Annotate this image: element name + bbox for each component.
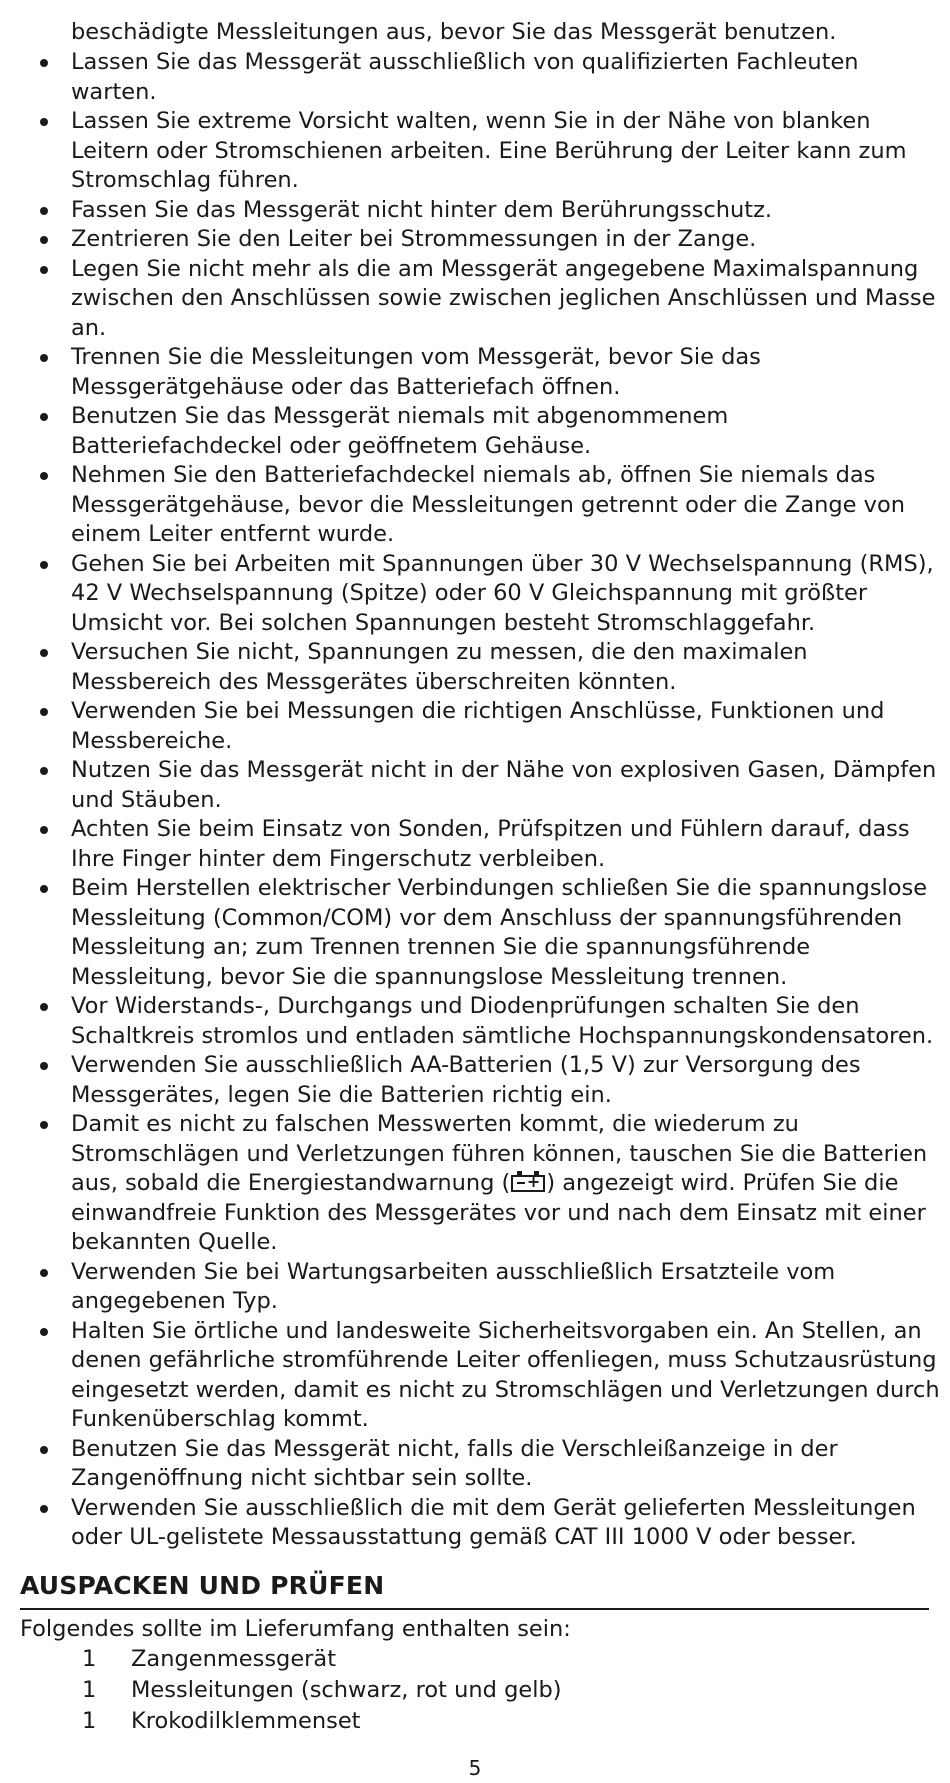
battery-icon: [511, 1175, 545, 1192]
safety-bullet-list: [0, 48, 950, 1553]
list-item: Nutzen Sie das Messgerät nicht in der Nähe von explosiven Gasen, Dämpfen und Stäuben.: [0, 756, 941, 815]
list-item: Verwenden Sie bei Messungen die richtigen Anschlüsse, Funktionen und Messbereiche.: [0, 697, 941, 756]
list-item: Fassen Sie das Messgerät nicht hinter dem Berührungsschutz.: [0, 196, 941, 226]
list-item: Verwenden Sie bei Wartungsarbeiten ausschließlich Ersatzteile vom angegebenen Typ.: [0, 1258, 941, 1317]
battery-terminal: [517, 1171, 522, 1175]
bullet-icon: [40, 1446, 48, 1454]
section-heading: AUSPACKEN UND PRÜFEN: [20, 1571, 385, 1600]
bullet-icon: [40, 207, 48, 215]
item-quantity: 1: [82, 1677, 97, 1703]
bullet-icon: [40, 472, 48, 480]
list-item: Verwenden Sie ausschließlich AA-Batterien (1,5 V) zur Versorgung des Messgerätes, legen Sie die Batterien richtig ein.: [0, 1051, 941, 1110]
bullet-icon: [40, 1062, 48, 1070]
bullet-icon: [40, 1269, 48, 1277]
battery-terminal: [534, 1171, 539, 1175]
item-name: Messleitungen (schwarz, rot und gelb): [131, 1677, 562, 1703]
bullet-icon: [40, 266, 48, 274]
bullet-icon: [40, 413, 48, 421]
bullet-icon: [40, 1328, 48, 1336]
bullet-icon: [40, 59, 48, 67]
list-item: Benutzen Sie das Messgerät niemals mit abgenommenem Batteriefachdeckel oder geöffnetem Gehäuse.: [0, 402, 941, 461]
list-item: Versuchen Sie nicht, Spannungen zu messen, die den maximalen Messbereich des Messgerätes überschreiten könnten.: [0, 638, 941, 697]
bullet-icon: [40, 236, 48, 244]
item-quantity: 1: [82, 1646, 97, 1672]
bullet-icon: [40, 885, 48, 893]
item-quantity: 1: [82, 1708, 97, 1734]
list-item: Achten Sie beim Einsatz von Sonden, Prüfspitzen und Fühlern darauf, dass Ihre Finger hinter dem Fingerschutz verbleiben.: [0, 815, 941, 874]
list-item: Lassen Sie das Messgerät ausschließlich von qualifizierten Fachleuten warten.: [0, 48, 941, 107]
list-item: Vor Widerstands-, Durchgangs und Diodenprüfungen schalten Sie den Schaltkreis stromlos und entladen sämtliche Hochspannungskondensatoren.: [0, 992, 941, 1051]
section-intro: Folgendes sollte im Lieferumfang enthalten sein:: [20, 1616, 571, 1642]
bullet-icon: [40, 767, 48, 775]
list-item: Lassen Sie extreme Vorsicht walten, wenn Sie in der Nähe von blanken Leitern oder Stromschienen arbeiten. Eine Berührung der Leiter kann zum Stromschlag führen.: [0, 107, 941, 196]
bullet-icon: [40, 561, 48, 569]
list-item: Halten Sie örtliche und landesweite Sicherheitsvorgaben ein. An Stellen, an denen gefährliche stromführende Leiter offenliegen, muss Schutzausrüstung eingesetzt werden, damit es nicht zu Stromschlägen und Verletzungen durch Funkenüberschlag kommt.: [0, 1317, 941, 1435]
bullet-icon: [40, 118, 48, 126]
bullet-icon: [40, 354, 48, 362]
bullet-icon: [40, 1505, 48, 1513]
list-item: Damit es nicht zu falschen Messwerten kommt, die wiederum zu Stromschlägen und Verletzungen führen können, tauschen Sie die Batterien aus, sobald die Energiestandwarnung ( + ) angezeigt wird. Prüfen Sie die einwandfreie Funktion des Messgerätes vor und nach dem Einsatz mit einer bekannten Quelle.: [0, 1110, 941, 1258]
section-divider: [20, 1608, 929, 1610]
page-number: 5: [468, 1756, 482, 1780]
list-item: Trennen Sie die Messleitungen vom Messgerät, bevor Sie das Messgerätgehäuse oder das Batteriefach öffnen.: [0, 343, 941, 402]
bullet-icon: [40, 1121, 48, 1129]
list-item: Gehen Sie bei Arbeiten mit Spannungen über 30 V Wechselspannung (RMS), 42 V Wechselspannung (Spitze) oder 60 V Gleichspannung mit größter Umsicht vor. Bei solchen Spannungen besteht Stromschlaggefahr.: [0, 550, 941, 639]
bullet-icon: [40, 649, 48, 657]
bullet-icon: [40, 826, 48, 834]
list-item: Verwenden Sie ausschließlich die mit dem Gerät gelieferten Messleitungen oder UL-gelistete Messausstattung gemäß CAT III 1000 V oder besser.: [0, 1494, 941, 1553]
continuation-text: beschädigte Messleitungen aus, bevor Sie das Messgerät benutzen.: [71, 19, 837, 45]
list-item: Zentrieren Sie den Leiter bei Strommessungen in der Zange.: [0, 225, 941, 255]
bullet-icon: [40, 1003, 48, 1011]
bullet-icon: [40, 708, 48, 716]
item-name: Krokodilklemmenset: [131, 1708, 361, 1734]
item-name: Zangenmessgerät: [131, 1646, 337, 1672]
list-item: Nehmen Sie den Batteriefachdeckel niemals ab, öffnen Sie niemals das Messgerätgehäuse, bevor die Messleitungen getrennt oder die Zange von einem Leiter entfernt wurde.: [0, 461, 941, 550]
list-item: Legen Sie nicht mehr als die am Messgerät angegebene Maximalspannung zwischen den Anschlüssen sowie zwischen jeglichen Anschlüssen und Masse an.: [0, 255, 941, 344]
list-item: Beim Herstellen elektrischer Verbindungen schließen Sie die spannungslose Messleitung (Common/COM) vor dem Anschluss der spannungsführenden Messleitung an; zum Trennen trennen Sie die spannungsführende Messleitung, bevor Sie die spannungslose Messleitung trennen.: [0, 874, 941, 992]
list-item: Benutzen Sie das Messgerät nicht, falls die Verschleißanzeige in der Zangenöffnung nicht sichtbar sein sollte.: [0, 1435, 941, 1494]
